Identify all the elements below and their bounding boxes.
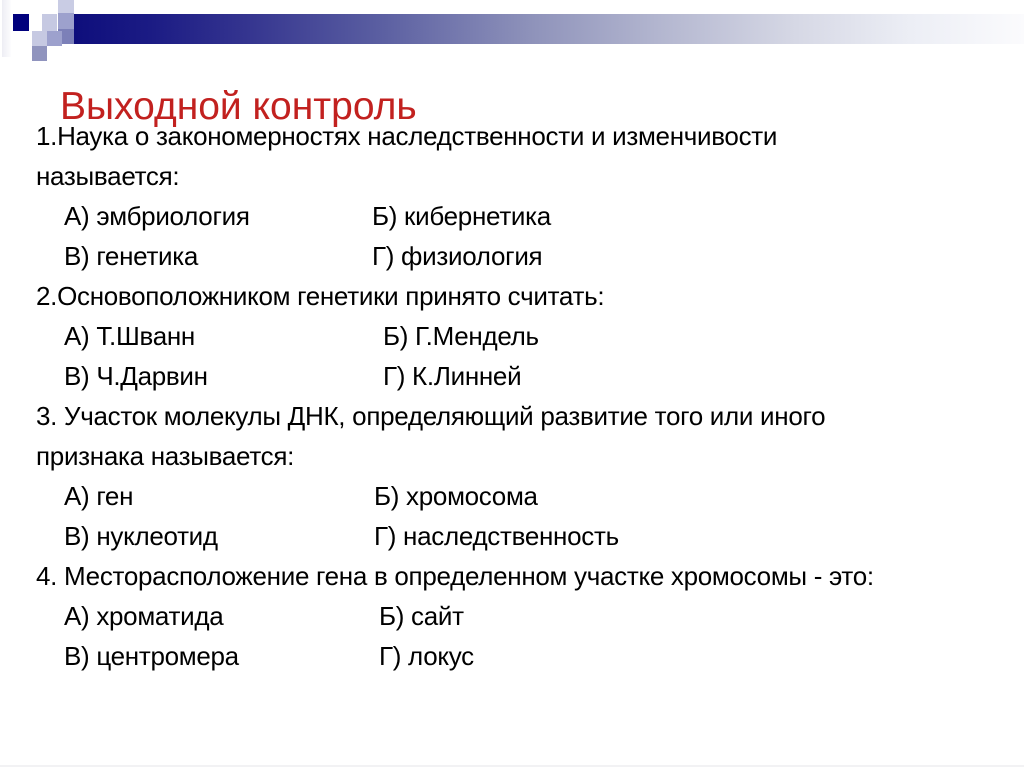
- answer-option-v: В) Ч.Дарвин: [64, 361, 208, 391]
- slide-title: Выходной контроль: [60, 85, 417, 129]
- mosaic-square-light-top: [58, 0, 74, 13]
- question-2-text: 2.Основоположником генетики принято считать:: [36, 281, 605, 311]
- answer-option-v: В) нуклеотид: [64, 521, 218, 551]
- answer-option-g: Г) локус: [379, 641, 474, 671]
- answer-row: [36, 596, 976, 636]
- mosaic-square-slate: [32, 46, 47, 61]
- answer-row: [36, 476, 976, 516]
- answer-option-g: Г) наследственность: [374, 521, 619, 551]
- answer-option-g: Г) К.Линней: [383, 361, 522, 391]
- answer-option-a: А) Т.Шванн: [64, 321, 195, 351]
- answer-row: [36, 356, 976, 396]
- question-1-text: 1.Наука о закономерностях наследственности и изменчивости называется:: [36, 121, 778, 191]
- answer-option-b: Б) Г.Мендель: [383, 321, 539, 351]
- header-gradient-bar: [74, 14, 1024, 44]
- mosaic-square-light-2: [32, 31, 47, 46]
- answer-option-a: А) ген: [64, 481, 134, 511]
- answer-option-v: В) центромера: [64, 641, 239, 671]
- question-3-text: 3. Участок молекулы ДНК, определяющий развитие того или иного признака называется:: [36, 401, 826, 471]
- answer-row: [36, 236, 976, 276]
- mosaic-square-navy: [13, 14, 29, 31]
- answer-option-b: Б) хромосома: [374, 481, 538, 511]
- answer-option-b: Б) сайт: [379, 601, 464, 631]
- quiz-content: [36, 116, 976, 676]
- answer-option-a: А) хроматида: [64, 601, 224, 631]
- answer-option-v: В) генетика: [64, 241, 199, 271]
- question-block-1: [36, 116, 976, 276]
- answer-option-a: А) эмбриология: [64, 201, 250, 231]
- answer-option-b: Б) кибернетика: [372, 201, 551, 231]
- answer-row: [36, 196, 976, 236]
- answer-option-g: Г) физиология: [372, 241, 543, 271]
- mosaic-square-medium-2: [47, 31, 62, 46]
- left-gradient-strip: [2, 0, 11, 57]
- answer-row: [36, 316, 976, 356]
- question-4-text: 4. Месторасположение гена в определенном участке хромосомы - это:: [36, 561, 874, 591]
- answer-row: [36, 516, 976, 556]
- mosaic-square-light: [42, 14, 57, 31]
- question-block-3: [36, 396, 976, 556]
- question-block-2: [36, 276, 976, 396]
- question-block-4: [36, 556, 976, 676]
- mosaic-square-medium: [58, 13, 74, 29]
- answer-row: [36, 636, 976, 676]
